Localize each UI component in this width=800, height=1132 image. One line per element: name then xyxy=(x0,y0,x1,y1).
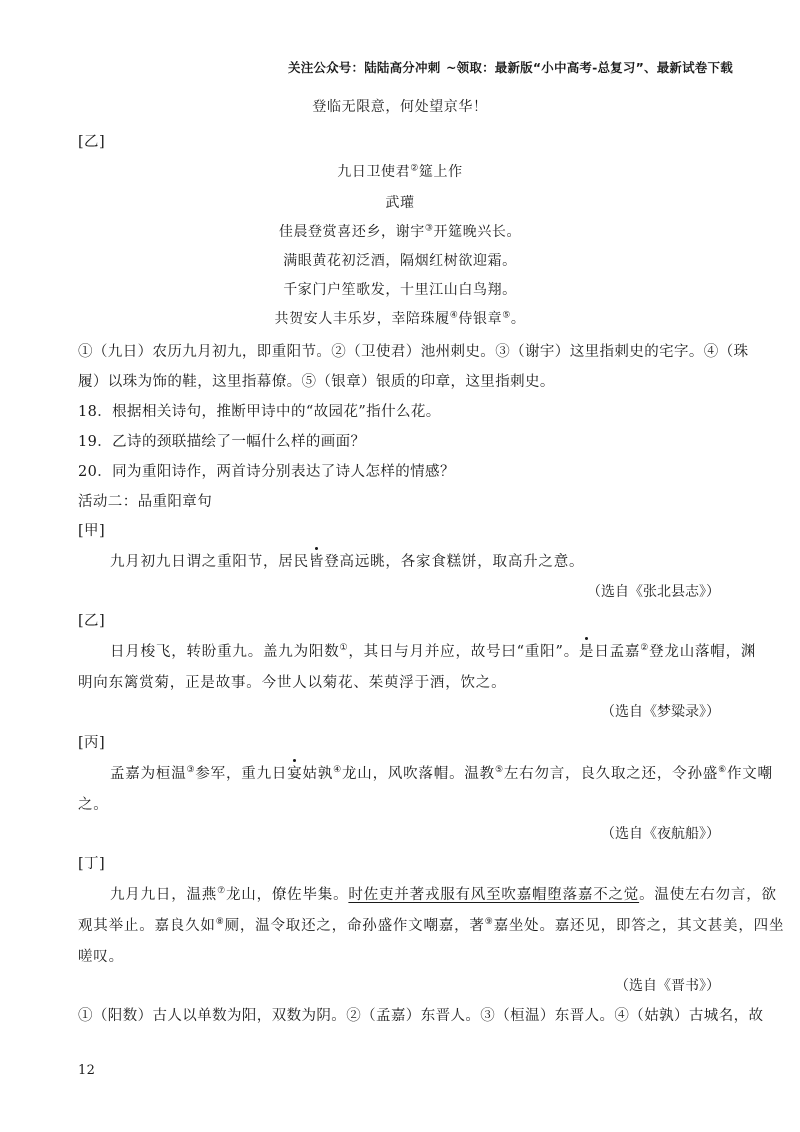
poem2-author: 武瓘 xyxy=(385,195,415,211)
emphasis-dot-char: 是 xyxy=(579,640,594,661)
notes1-line2: 履）以珠为饰的鞋，这里指幕僚。⑤（银章）银质的印章，这里指刺史。 xyxy=(78,374,555,390)
bing-line2: 之。 xyxy=(78,797,109,813)
yi-line1: 日月梭飞，转盼重九。盖九为阳数①，其日与月并应，故号曰“重阳”。是日孟嘉②登龙山落帽，渊 xyxy=(110,640,756,661)
emphasis-dot-char: 宴 xyxy=(287,762,302,783)
question-18: 18．根据相关诗句，推断甲诗中的“故园花”指什么花。 xyxy=(78,404,441,420)
header-left: 关注公众号：陆陆高分冲刺 xyxy=(288,60,441,75)
yi-line2: 明向东篱赏菊，正是故事。今世人以菊花、茱萸浮于酒，饮之。 xyxy=(78,675,507,691)
jia-label: [甲] xyxy=(78,523,106,539)
bing-source: （选自《夜航船》） xyxy=(601,826,720,842)
bing-line1: 孟嘉为桓温③参军，重九日宴姑孰④龙山，风吹落帽。温教⑤左右勿言，良久取之还，令孙盛⑥作文嘲 xyxy=(110,762,773,783)
yi-source: （选自《梦粱录》） xyxy=(601,704,720,720)
ding-label: [丁] xyxy=(78,856,106,872)
poem2-line4: 共贺安人丰乐岁，幸陪珠履④侍银章⑤。 xyxy=(274,310,526,327)
ding-source: （选自《晋书》） xyxy=(615,978,720,994)
question-19: 19．乙诗的颈联描绘了一幅什么样的画面？ xyxy=(78,434,366,450)
question-20: 20．同为重阳诗作，两首诗分别表达了诗人怎样的情感？ xyxy=(78,464,455,480)
notes2-line1: ①（阳数）古人以单数为阳，双数为阴。②（孟嘉）东晋人。③（桓温）东晋人。④（姑孰）古城名，故 xyxy=(78,1008,764,1024)
poem2-title: 九日卫使君②筵上作 xyxy=(337,163,463,180)
poem1-last-line: 登临无限意，何处望京华！ xyxy=(312,99,488,115)
jia-text: 九月初九日谓之重阳节，居民皆登高远眺，各家食糕饼，取高升之意。 xyxy=(110,550,584,571)
poem2-line1: 佳晨登赏喜还乡，谢宇③开筵晚兴长。 xyxy=(278,223,522,240)
ding-line1: 九月九日，温燕⑦龙山，僚佐毕集。时佐吏并著戎服有风至吹嘉帽堕落嘉不之觉。温使左右勿言，欲 xyxy=(110,886,777,903)
bing-label: [丙] xyxy=(78,735,106,751)
header-right: ~领取：最新版“小中高考-总复习”、最新试卷下载 xyxy=(446,60,733,75)
yi-label: [乙] xyxy=(78,613,106,629)
notes1-line1: ①（九日）农历九月初九，即重阳节。②（卫使君）池州刺史。③（谢宇）这里指刺史的宅字。④（珠 xyxy=(78,344,749,360)
ding-line2: 观其举止。嘉良久如⑧厕，温令取还之，命孙盛作文嘲嘉，著⑨嘉坐处。嘉还见，即答之，其文甚美，四坐 xyxy=(78,917,785,934)
ding-line3: 嗟叹。 xyxy=(78,949,124,965)
activity-2-heading: 活动二：品重阳章句 xyxy=(78,494,213,510)
poem2-line3: 千家门户笙歌发，十里江山白鸟翔。 xyxy=(283,282,517,298)
jia-source: （选自《张北县志》） xyxy=(587,584,720,600)
underlined-sentence: 时佐吏并著戎服有风至吹嘉帽堕落嘉不之觉 xyxy=(348,887,640,903)
poem2-line2: 满眼黄花初泛酒，隔烟红树欲迎霜。 xyxy=(283,253,517,269)
poem2-section-label: [乙] xyxy=(78,134,106,150)
page-number: 12 xyxy=(78,1063,96,1078)
emphasis-dot-char: 皆 xyxy=(309,550,324,571)
